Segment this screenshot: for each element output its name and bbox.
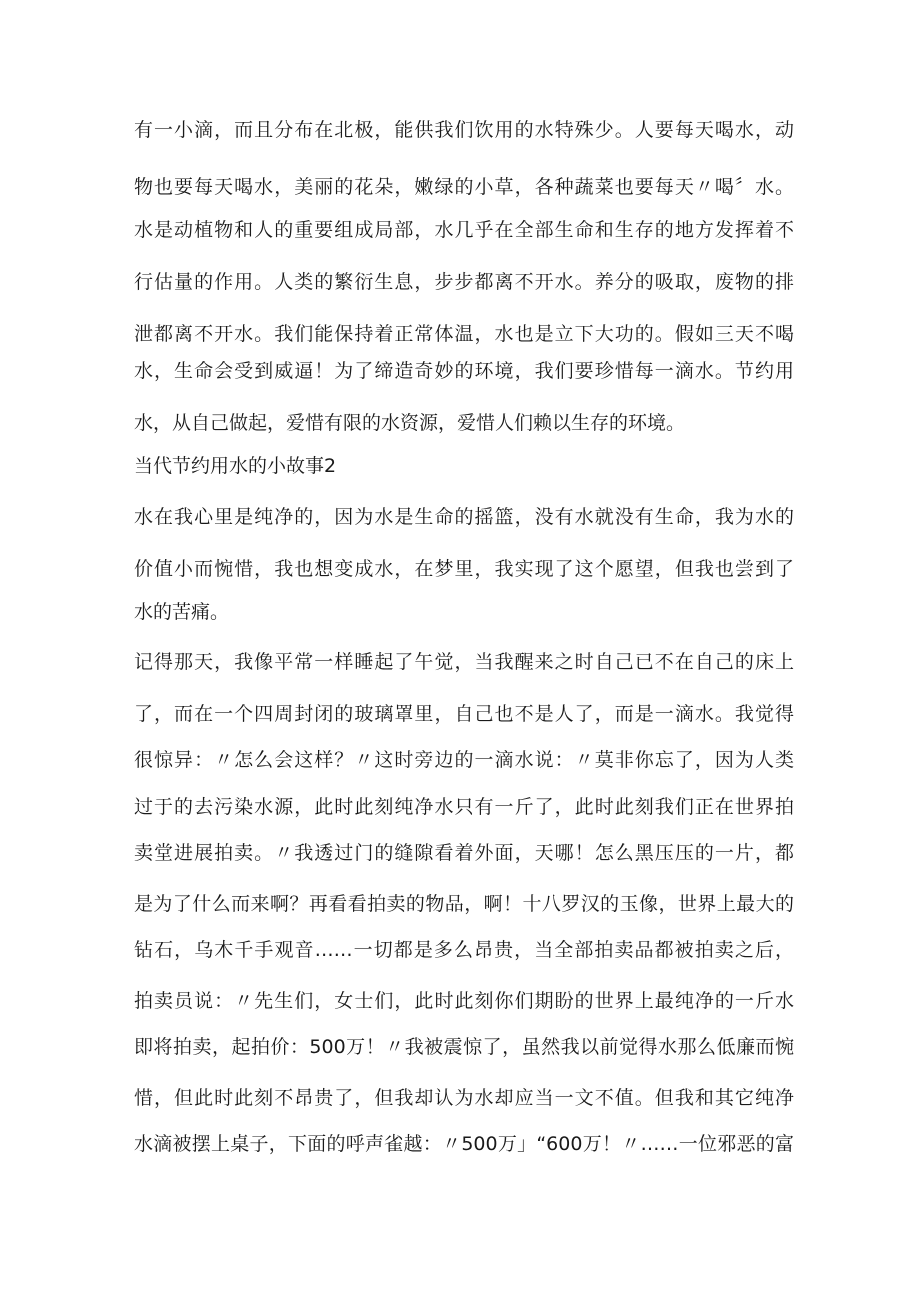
text-line: 是为了什么而来啊？再看看拍卖的物品，啊！十八罗汉的玉像，世界上最大的 <box>134 893 794 915</box>
text-line: 记得那天，我像平常一样睡起了午觉，当我醒来之时自己已不在自己的床上 <box>134 651 794 673</box>
text-line: 泄都离不开水。我们能保持着正常体温，水也是立下大功的。假如三天不喝 <box>134 323 794 345</box>
text-line: 水在我心里是纯净的，因为水是生命的摇篮，没有水就没有生命，我为水的 <box>134 506 794 528</box>
text-line: 钻石，乌木千手观音……一切都是多么昂贵，当全部拍卖品都被拍卖之后， <box>134 939 794 961</box>
text-line: 水，从自己做起，爱惜有限的水资源，爱惜人们赖以生存的环境。 <box>134 412 686 434</box>
text-line: 惜，但此时此刻不昂贵了，但我却认为水却应当一文不值。但我和其它纯净 <box>134 1087 794 1109</box>
text-line: 行估量的作用。人类的繁衍生息，步步都离不开水。养分的吸取，废物的排 <box>134 271 794 293</box>
text-line: 水滴被摆上桌子，下面的呼声雀越：〃500万」“600万！〃……一位邪恶的富 <box>134 1133 794 1155</box>
section-heading: 当代节约用水的小故事2 <box>134 455 337 477</box>
text-line: 物也要每天喝水，美丽的花朵，嫩绿的小草，各种蔬菜也要每天〃喝〞水。 <box>134 176 794 198</box>
text-line: 水是动植物和人的重要组成局部，水几乎在全部生命和生存的地方发挥着不 <box>134 219 794 241</box>
text-line: 很惊异：〃怎么会这样？〃这时旁边的一滴水说：〃莫非你忘了，因为人类 <box>134 749 794 771</box>
text-line: 卖堂进展拍卖。〃我透过门的缝隙看着外面，天哪！怎么黑压压的一片，都 <box>134 842 794 864</box>
text-line: 即将拍卖，起拍价：500万！〃我被震惊了，虽然我以前觉得水那么低廉而惋 <box>134 1036 794 1058</box>
text-line: 水的苦痛。 <box>134 601 230 623</box>
text-line: 有一小滴，而且分布在北极，能供我们饮用的水特殊少。人要每天喝水，动 <box>134 119 794 141</box>
text-line: 过于的去污染水源，此时此刻纯净水只有一斤了，此时此刻我们正在世界拍 <box>134 796 794 818</box>
text-line: 水，生命会受到威逼！为了缔造奇妙的环境，我们要珍惜每一滴水。节约用 <box>134 360 794 382</box>
text-line: 了，而在一个四周封闭的玻璃罩里，自己也不是人了，而是一滴水。我觉得 <box>134 703 794 725</box>
text-line: 价值小而惋惜，我也想变成水，在梦里，我实现了这个愿望，但我也尝到了 <box>134 558 794 580</box>
text-line: 拍卖员说：〃先生们，女士们，此时此刻你们期盼的世界上最纯净的一斤水 <box>134 990 794 1012</box>
